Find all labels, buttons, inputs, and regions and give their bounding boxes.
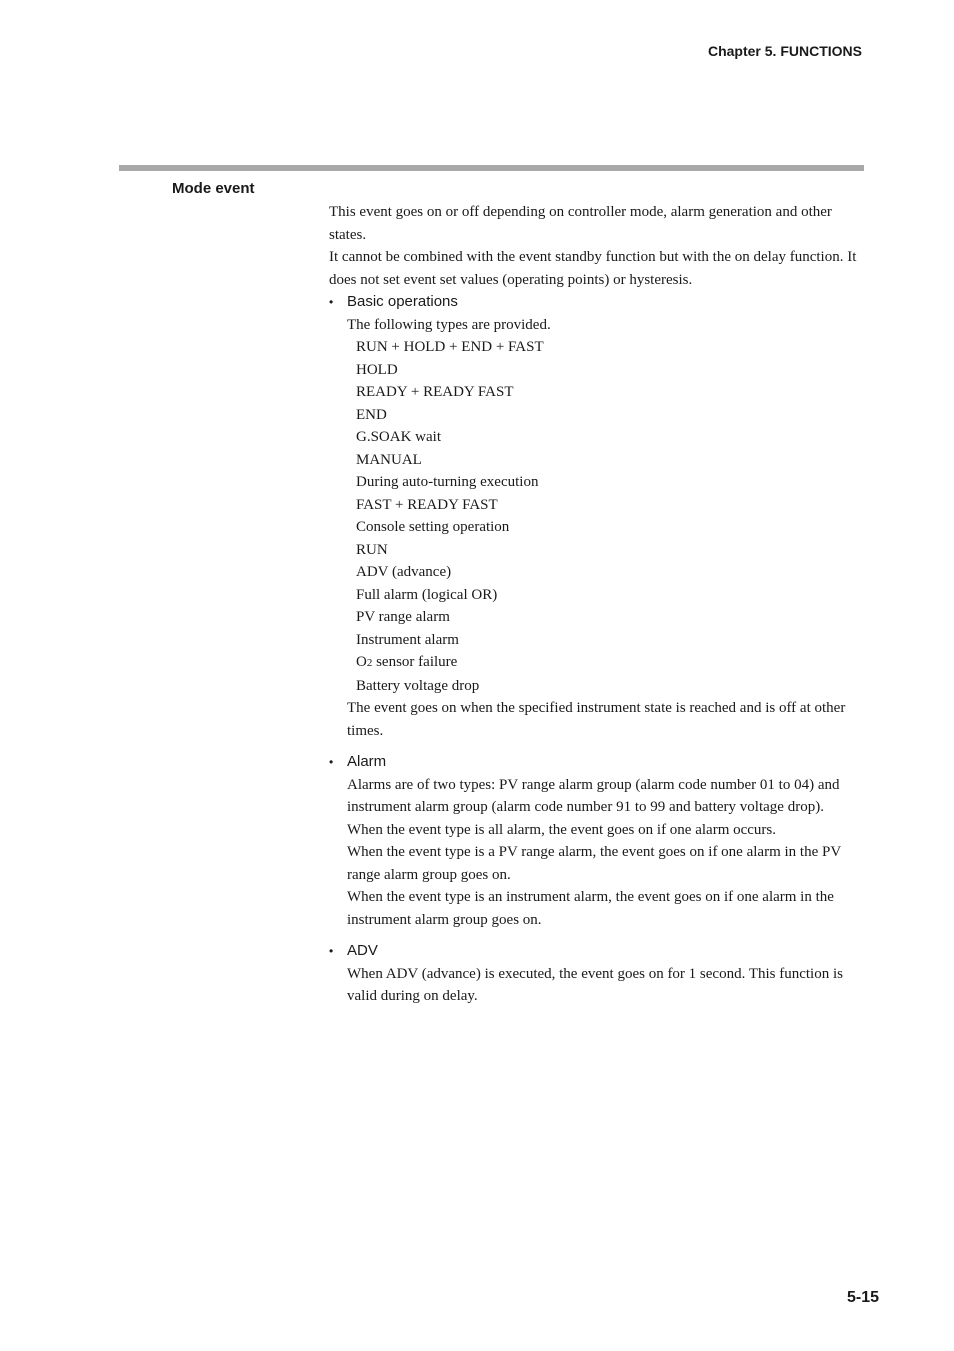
alarm-paragraph: Alarms are of two types: PV range alarm group (alarm code number 01 to 04) and instrument alarm group (alarm code number 91 to 99 and battery voltage drop). When the event type is all alarm, the event goes on if one alarm occurs. [347,776,840,838]
event-type-list [347,336,859,697]
adv-title: ADV [347,942,378,959]
list-item: RUN + HOLD + END + FAST [356,339,544,355]
bullet-icon: • [329,755,334,769]
list-item: READY + READY FAST [356,384,514,400]
section-divider [119,165,864,171]
adv-paragraph: When ADV (advance) is executed, the event goes on for 1 second. This function is valid during on delay. [347,965,843,1004]
basic-operations-heading [329,291,859,314]
list-item: PV range alarm [356,609,450,625]
bullet-icon: • [329,295,334,309]
section-body [329,201,859,1008]
adv-heading [329,940,859,963]
list-item: END [356,406,387,423]
chapter-header: Chapter 5. FUNCTIONS [707,43,862,59]
alarm-heading [329,751,859,774]
alarm-paragraph: When the event type is an instrument alarm, the event goes on if one alarm in the instrument alarm group goes on. [347,889,834,928]
list-item: Instrument alarm [356,631,459,648]
list-item: MANUAL [356,451,422,468]
page-number: 5-15 [846,1289,879,1306]
list-item: HOLD [356,361,398,378]
intro-paragraph: This event goes on or off depending on controller mode, alarm generation and other states. [329,204,832,243]
o2-suffix: sensor failure [372,654,458,670]
intro-paragraph: It cannot be combined with the event standby function but with the on delay function. It does not set event set values (operating points) or hysteresis. [329,249,857,288]
list-item-o2-sensor [356,651,859,675]
section-title: Mode event [172,180,255,197]
adv-block [329,940,859,1008]
o2-subscript: 2 [366,657,373,669]
o2-prefix: O [356,654,367,670]
list-item: Battery voltage drop [356,677,480,694]
list-item: Full alarm (logical OR) [356,586,498,603]
list-item: Console setting operation [356,519,510,535]
basic-operations-block [329,291,859,742]
list-item: During auto-turning execution [356,474,539,490]
bullet-icon: • [329,944,334,958]
list-item: FAST + READY FAST [356,496,498,513]
list-item: G.SOAK wait [356,429,441,445]
basic-operations-closing: The event goes on when the specified instrument state is reached and is off at other times. [347,700,846,739]
list-item: RUN [356,541,388,558]
alarm-paragraph: When the event type is a PV range alarm, the event goes on if one alarm in the PV range alarm group goes on. [347,844,841,883]
basic-operations-title: Basic operations [347,293,458,310]
basic-operations-lead: The following types are provided. [347,316,551,333]
list-item: ADV (advance) [356,564,452,580]
alarm-title: Alarm [347,753,387,770]
alarm-block [329,751,859,931]
